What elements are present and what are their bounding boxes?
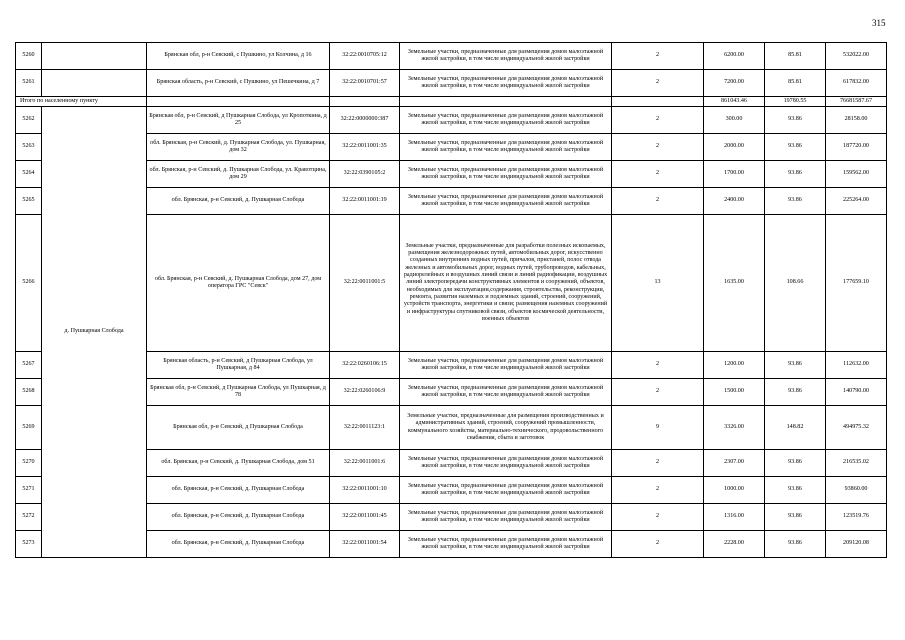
row-number-cell: 5265 bbox=[16, 188, 42, 215]
page-number: 315 bbox=[872, 18, 886, 28]
cadastral-value-cell: 159562.00 bbox=[826, 161, 887, 188]
group-cell: 2 bbox=[612, 161, 704, 188]
address-cell: обл. Брянская, р-н Севский, д. Пушкарная Слобода bbox=[147, 477, 330, 504]
cadastral-number-cell: 32:22:0010701:57 bbox=[330, 70, 400, 97]
cadastral-value-cell: 123519.76 bbox=[826, 504, 887, 531]
cadastral-value-cell: 494975.32 bbox=[826, 406, 887, 450]
subtotal-empty-group bbox=[612, 97, 704, 107]
address-cell: Брянская обл, р-н Севский, д Пушкарная Слобода, ул Пушкарная, д 78 bbox=[147, 379, 330, 406]
subtotal-empty-use bbox=[400, 97, 612, 107]
settlement-name-cell: д. Пушкарная Слобода bbox=[42, 107, 147, 558]
subtotal-empty-cadastral bbox=[330, 97, 400, 107]
address-cell: обл. Брянская, р-н Севский, д. Пушкарная Слобода, дом 51 bbox=[147, 450, 330, 477]
unit-value-cell: 93.86 bbox=[765, 379, 826, 406]
group-cell: 2 bbox=[612, 134, 704, 161]
land-use-cell: Земельные участки, предназначенные для размещения производственных и административных зданий, строений, сооружений промышленности, коммунального хозяйства, материально-технического, продовольственного снабжения, сбыта и заготовок bbox=[400, 406, 612, 450]
row-number-cell: 5264 bbox=[16, 161, 42, 188]
subtotal-row bbox=[16, 97, 887, 107]
area-cell: 2228.00 bbox=[704, 531, 765, 558]
settlement-cell bbox=[42, 70, 147, 97]
cadastral-value-cell: 112632.00 bbox=[826, 352, 887, 379]
area-cell: 300.00 bbox=[704, 107, 765, 134]
table-row bbox=[16, 107, 887, 134]
unit-value-cell: 148.82 bbox=[765, 406, 826, 450]
table-row bbox=[16, 406, 887, 450]
cadastral-number-cell: 32:22:0011001:35 bbox=[330, 134, 400, 161]
table-row bbox=[16, 450, 887, 477]
cadastral-number-cell: 32:22:0011001:19 bbox=[330, 188, 400, 215]
table-row bbox=[16, 188, 887, 215]
unit-value-cell: 93.86 bbox=[765, 107, 826, 134]
area-cell: 1200.00 bbox=[704, 352, 765, 379]
area-cell: 1316.00 bbox=[704, 504, 765, 531]
area-cell: 1500.00 bbox=[704, 379, 765, 406]
address-cell: Брянская обл, р-н Севский, д Пушкарная Слобода, ул Кропоткина, д 25 bbox=[147, 107, 330, 134]
unit-value-cell: 93.86 bbox=[765, 531, 826, 558]
land-use-cell: Земельные участки, предназначенные для размещения домов малоэтажной жилой застройки, в том числе индивидуальной жилой застройки bbox=[400, 161, 612, 188]
subtotal-cadastral-value: 76681587.67 bbox=[826, 97, 887, 107]
unit-value-cell: 93.86 bbox=[765, 188, 826, 215]
unit-value-cell: 108.66 bbox=[765, 215, 826, 352]
group-cell: 2 bbox=[612, 43, 704, 70]
group-cell: 13 bbox=[612, 215, 704, 352]
address-cell: Брянская обл, р-н Севский, д Пушкарная Слобода bbox=[147, 406, 330, 450]
address-cell: Брянская обл, р-н Севский, с Пушкино, ул Колчина, д 16 bbox=[147, 43, 330, 70]
group-cell: 2 bbox=[612, 352, 704, 379]
row-number-cell: 5272 bbox=[16, 504, 42, 531]
group-cell: 9 bbox=[612, 406, 704, 450]
address-cell: обл. Брянская, р-н Севский, д. Пушкарная Слобода bbox=[147, 531, 330, 558]
cadastral-value-cell: 93860.00 bbox=[826, 477, 887, 504]
row-number-cell: 5268 bbox=[16, 379, 42, 406]
table-row bbox=[16, 352, 887, 379]
row-number-cell: 5270 bbox=[16, 450, 42, 477]
group-cell: 2 bbox=[612, 450, 704, 477]
cadastral-number-cell: 32:22:0011123:1 bbox=[330, 406, 400, 450]
land-use-cell: Земельные участки, предназначенные для размещения домов малоэтажной жилой застройки, в том числе индивидуальной жилой застройки bbox=[400, 107, 612, 134]
row-number-cell: 5266 bbox=[16, 215, 42, 352]
address-cell: обл. Брянская, р-н Севский, д. Пушкарная Слобода bbox=[147, 188, 330, 215]
cadastral-value-cell: 187720.00 bbox=[826, 134, 887, 161]
unit-value-cell: 93.86 bbox=[765, 134, 826, 161]
row-number-cell: 5262 bbox=[16, 107, 42, 134]
settlement-cell bbox=[42, 43, 147, 70]
cadastral-number-cell: 32:22:0010705:12 bbox=[330, 43, 400, 70]
row-number-cell: 5263 bbox=[16, 134, 42, 161]
cadastral-number-cell: 32:22:0011001:5 bbox=[330, 215, 400, 352]
cadastral-value-cell: 532022.00 bbox=[826, 43, 887, 70]
cadastral-number-cell: 32:22:0011001:54 bbox=[330, 531, 400, 558]
address-cell: обл. Брянская, р-н Севский, д. Пушкарная Слобода bbox=[147, 504, 330, 531]
land-use-cell: Земельные участки, предназначенные для разработки полезных ископаемых, размещения железнодорожных путей, автомобильных дорог, искусственно созданных внутренних водных путей, причалов, пристаней, полос отвода железных и автомобильных дорог, водных путей, трубопроводов, кабельных, радиорелейных и воздушных линий связи и линий радиофикации, воздушных линий электропередачи конструктивных элементов и сооружений, объектов, необходимых для эксплуатации,содержания, строительства, реконструкции, ремонта, развития наземных и подземных зданий, строений, сооружений, устройств транспорта, энергетики и связи; размещения наземных сооружений и инфраструктуры спутниковой связи, объектов космической деятельности, военных объектов bbox=[400, 215, 612, 352]
area-cell: 2000.00 bbox=[704, 134, 765, 161]
group-cell: 2 bbox=[612, 70, 704, 97]
land-use-cell: Земельные участки, предназначенные для размещения домов малоэтажной жилой застройки, в том числе индивидуальной жилой застройки bbox=[400, 70, 612, 97]
area-cell: 2307.00 bbox=[704, 450, 765, 477]
subtotal-empty-address bbox=[147, 97, 330, 107]
land-use-cell: Земельные участки, предназначенные для размещения домов малоэтажной жилой застройки, в том числе индивидуальной жилой застройки bbox=[400, 379, 612, 406]
cadastral-number-cell: 32:22:0260106:15 bbox=[330, 352, 400, 379]
address-cell: Брянская область, р-н Севский, д Пушкарная Слобода, ул Пушкарная, д 84 bbox=[147, 352, 330, 379]
table-row bbox=[16, 70, 887, 97]
group-cell: 2 bbox=[612, 188, 704, 215]
row-number-cell: 5273 bbox=[16, 531, 42, 558]
unit-value-cell: 85.81 bbox=[765, 70, 826, 97]
address-cell: обл. Брянская, р-н Севский, д. Пушкарная Слобода, ул. Пушкарная, дом 32 bbox=[147, 134, 330, 161]
subtotal-unit-value: 19780.55 bbox=[765, 97, 826, 107]
group-cell: 2 bbox=[612, 504, 704, 531]
land-use-cell: Земельные участки, предназначенные для размещения домов малоэтажной жилой застройки, в том числе индивидуальной жилой застройки bbox=[400, 504, 612, 531]
unit-value-cell: 93.86 bbox=[765, 450, 826, 477]
subtotal-area: 861043.46 bbox=[704, 97, 765, 107]
table-row bbox=[16, 215, 887, 352]
unit-value-cell: 93.86 bbox=[765, 477, 826, 504]
land-use-cell: Земельные участки, предназначенные для размещения домов малоэтажной жилой застройки, в том числе индивидуальной жилой застройки bbox=[400, 43, 612, 70]
cadastral-value-cell: 177659.10 bbox=[826, 215, 887, 352]
cadastral-value-cell: 140790.00 bbox=[826, 379, 887, 406]
unit-value-cell: 93.86 bbox=[765, 352, 826, 379]
cadastral-value-cell: 225264.00 bbox=[826, 188, 887, 215]
unit-value-cell: 85.81 bbox=[765, 43, 826, 70]
unit-value-cell: 93.86 bbox=[765, 504, 826, 531]
row-number-cell: 5261 bbox=[16, 70, 42, 97]
cadastral-number-cell: 32:22:0011001:45 bbox=[330, 504, 400, 531]
land-use-cell: Земельные участки, предназначенные для размещения домов малоэтажной жилой застройки, в том числе индивидуальной жилой застройки bbox=[400, 352, 612, 379]
area-cell: 3326.00 bbox=[704, 406, 765, 450]
cadastral-value-cell: 617832.00 bbox=[826, 70, 887, 97]
cadastral-value-cell: 209120.08 bbox=[826, 531, 887, 558]
cadastral-number-cell: 32:22:0260106:9 bbox=[330, 379, 400, 406]
cadastral-value-cell: 28158.00 bbox=[826, 107, 887, 134]
table-row bbox=[16, 161, 887, 188]
row-number-cell: 5269 bbox=[16, 406, 42, 450]
cadastral-number-cell: 32:22:0011001:10 bbox=[330, 477, 400, 504]
area-cell: 1635.00 bbox=[704, 215, 765, 352]
area-cell: 7200.00 bbox=[704, 70, 765, 97]
group-cell: 2 bbox=[612, 107, 704, 134]
land-use-cell: Земельные участки, предназначенные для размещения домов малоэтажной жилой застройки, в том числе индивидуальной жилой застройки bbox=[400, 450, 612, 477]
area-cell: 1700.00 bbox=[704, 161, 765, 188]
table-row bbox=[16, 43, 887, 70]
address-cell: обл. Брянская, р-н Севский, д. Пушкарная Слобода, ул. Кравотцина, дом 29 bbox=[147, 161, 330, 188]
table-row bbox=[16, 531, 887, 558]
cadastral-number-cell: 32:22:0390105:2 bbox=[330, 161, 400, 188]
area-cell: 1000.00 bbox=[704, 477, 765, 504]
table-row bbox=[16, 134, 887, 161]
table-row bbox=[16, 504, 887, 531]
area-cell: 6200.00 bbox=[704, 43, 765, 70]
address-cell: Брянская область, р-н Севский, с Пушкино, ул Пешечкина, д 7 bbox=[147, 70, 330, 97]
cadastral-value-table bbox=[15, 42, 887, 558]
cadastral-value-cell: 216535.02 bbox=[826, 450, 887, 477]
row-number-cell: 5260 bbox=[16, 43, 42, 70]
group-cell: 2 bbox=[612, 379, 704, 406]
table-row bbox=[16, 379, 887, 406]
area-cell: 2400.00 bbox=[704, 188, 765, 215]
table-row bbox=[16, 477, 887, 504]
unit-value-cell: 93.86 bbox=[765, 161, 826, 188]
land-use-cell: Земельные участки, предназначенные для размещения домов малоэтажной жилой застройки, в том числе индивидуальной жилой застройки bbox=[400, 188, 612, 215]
group-cell: 2 bbox=[612, 477, 704, 504]
land-use-cell: Земельные участки, предназначенные для размещения домов малоэтажной жилой застройки, в том числе индивидуальной жилой застройки bbox=[400, 531, 612, 558]
row-number-cell: 5271 bbox=[16, 477, 42, 504]
row-number-cell: 5267 bbox=[16, 352, 42, 379]
cadastral-number-cell: 32:22:0011001:6 bbox=[330, 450, 400, 477]
land-use-cell: Земельные участки, предназначенные для размещения домов малоэтажной жилой застройки, в том числе индивидуальной жилой застройки bbox=[400, 134, 612, 161]
address-cell: обл. Брянская, р-н Севский, д. Пушкарная Слобода, дом 27, дом оператора ГРС "Севск" bbox=[147, 215, 330, 352]
subtotal-label: Итого по населенному пункту bbox=[16, 97, 147, 107]
land-use-cell: Земельные участки, предназначенные для размещения домов малоэтажной жилой застройки, в том числе индивидуальной жилой застройки bbox=[400, 477, 612, 504]
group-cell: 2 bbox=[612, 531, 704, 558]
cadastral-number-cell: 32:22:0000000:387 bbox=[330, 107, 400, 134]
